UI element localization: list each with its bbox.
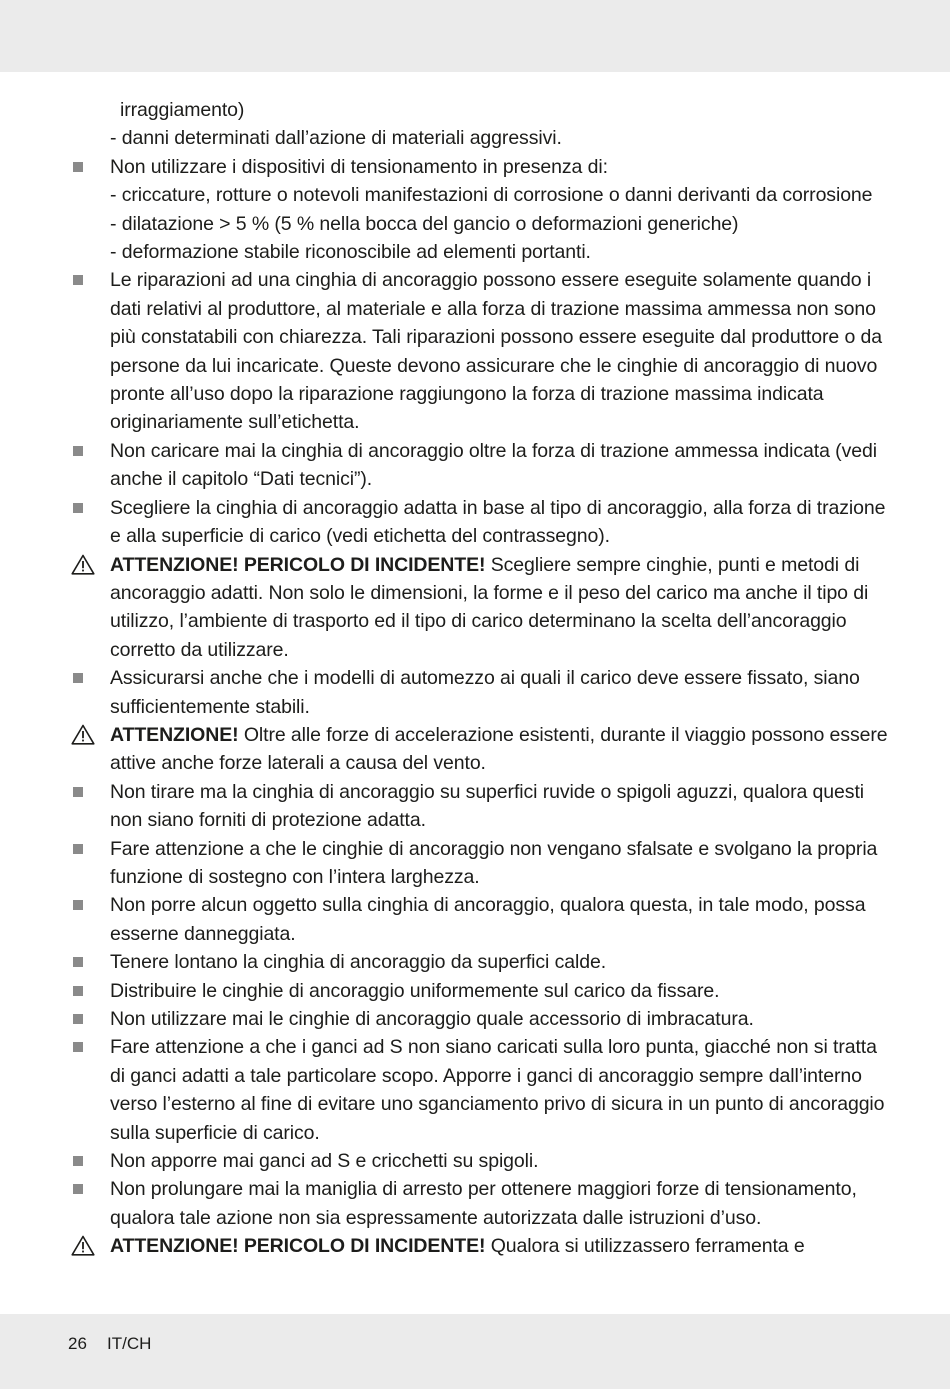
item-text: Non apporre mai ganci ad S e cricchetti su spigoli. xyxy=(110,1150,539,1173)
bullet-square-icon xyxy=(73,1042,83,1052)
item-text: Assicurarsi anche che i modelli di automezzo ai quali il carico deve essere fissato, siano sufficientemente stabili. xyxy=(110,667,860,718)
bullet-square-icon xyxy=(73,844,83,854)
item-text: Qualora si utilizzassero ferramenta e xyxy=(485,1235,805,1258)
bullet-square-icon xyxy=(73,957,83,967)
bullet-item xyxy=(0,1147,950,1175)
warning-item xyxy=(0,1232,950,1260)
bullet-square-icon xyxy=(73,900,83,910)
item-text: Non porre alcun oggetto sulla cinghia di ancoraggio, qualora questa, in tale modo, possa esserne danneggiata. xyxy=(110,894,866,945)
item-text: Distribuire le cinghie di ancoraggio uniformemente sul carico da fissare. xyxy=(110,979,720,1002)
bullet-item xyxy=(0,977,950,1005)
bullet-square-icon xyxy=(73,1014,83,1024)
bullet-item xyxy=(0,778,950,835)
item-text: Fare attenzione a che le cinghie di ancoraggio non vengano sfalsate e svolgano la propria funzione di sostegno con l’intera larghezza. xyxy=(110,837,878,888)
warning-label: ATTENZIONE! PERICOLO DI INCIDENTE! xyxy=(110,553,486,576)
bullet-square-icon xyxy=(73,1156,83,1166)
bullet-item xyxy=(0,437,950,494)
warning-item xyxy=(0,551,950,665)
item-text: Non utilizzare mai le cinghie di ancoraggio quale accessorio di imbracatura. xyxy=(110,1008,754,1030)
bullet-square-icon xyxy=(73,787,83,797)
bullet-square-icon xyxy=(73,275,83,285)
bullet-item xyxy=(0,1175,950,1232)
item-text: Scegliere sempre cinghie, punti e metodi di ancoraggio adatti. Non solo le dimensioni, la forme e il peso del carico ma anche il tipo di utilizzo, l’ambiente di trasporto ed il tipo di carico determinano la scelta dell’ancoraggio corretto da utilizzare. xyxy=(110,553,869,661)
bullet-item xyxy=(0,948,950,976)
bullet-square-icon xyxy=(73,1184,83,1194)
list-item xyxy=(0,210,950,238)
item-text: Oltre alle forze di accelerazione esistenti, durante il viaggio possono essere attive anche forze laterali a causa del vento. xyxy=(110,723,888,775)
document-page xyxy=(0,72,950,1314)
bullet-square-icon xyxy=(73,986,83,996)
bullet-item xyxy=(0,1033,950,1147)
item-text: - dilatazione > 5 % (5 % nella bocca del gancio o deformazioni generiche) xyxy=(110,212,739,235)
page-footer xyxy=(0,1314,950,1389)
item-text: Tenere lontano la cinghia di ancoraggio da superfici calde. xyxy=(110,951,607,974)
safety-instructions xyxy=(0,96,950,1261)
warning-label: ATTENZIONE! xyxy=(110,723,239,746)
item-text: Non utilizzare i dispositivi di tensionamento in presenza di: xyxy=(110,155,608,178)
warning-item xyxy=(0,721,950,778)
item-text: Non tirare ma la cinghia di ancoraggio su superfici ruvide o spigoli aguzzi, qualora questi non siano forniti di protezione adatta. xyxy=(110,780,864,832)
item-text: - criccature, rotture o notevoli manifestazioni di corrosione o danni derivanti da corrosione xyxy=(110,184,873,207)
item-text: Non caricare mai la cinghia di ancoraggio oltre la forza di trazione ammessa indicata (vedi anche il capitolo “Dati tecnici”). xyxy=(110,439,877,491)
top-margin xyxy=(0,0,950,72)
item-text: - deformazione stabile riconoscibile ad elementi portanti. xyxy=(110,241,591,264)
list-item xyxy=(0,238,950,266)
item-text: Non prolungare mai la maniglia di arresto per ottenere maggiori forze di tensionamento, qualora tale azione non sia espressamente autorizzata dalle istruzioni d’uso. xyxy=(110,1178,857,1229)
bullet-item xyxy=(0,266,950,436)
bullet-item xyxy=(0,835,950,892)
language-code: IT/CH xyxy=(107,1334,152,1353)
bullet-square-icon xyxy=(73,446,83,456)
warning-triangle-icon xyxy=(71,724,97,746)
warning-triangle-icon xyxy=(71,1235,97,1257)
item-text: Le riparazioni ad una cinghia di ancoraggio possono essere eseguite solamente quando i dati relativi al produttore, al materiale e alla forza di trazione massima ammessa non sono più constatabili con chiarezza. Tali riparazioni possono essere eseguite dal produttore o da persone da lui incaricate. Queste devono assicurare che le cinghie di ancoraggio di nuovo pronte all’uso dopo la riparazione raggiungono la forza di trazione massima indicata originariamente sull’etichetta. xyxy=(110,269,883,434)
item-text: irraggiamento) xyxy=(120,99,245,121)
item-text: Scegliere la cinghia di ancoraggio adatta in base al tipo di ancoraggio, alla forza di trazione e alla superficie di carico (vedi etichetta del contrassegno). xyxy=(110,496,886,548)
bullet-item xyxy=(0,891,950,948)
page-number: 26 xyxy=(68,1334,87,1353)
list-item xyxy=(0,124,950,152)
bullet-item xyxy=(0,494,950,551)
warning-triangle-icon xyxy=(71,554,97,576)
list-item xyxy=(0,96,950,124)
item-text: - danni determinati dall’azione di materiali aggressivi. xyxy=(110,127,562,150)
item-text: Fare attenzione a che i ganci ad S non siano caricati sulla loro punta, giacché non si tratta di ganci adatti a tale particolare scopo. Apporre i ganci di ancoraggio sempre dall’interno verso l’esterno al fine di evitare uno sganciamento privo di sicura in un punto di ancoraggio sulla superficie di carico. xyxy=(110,1036,885,1144)
bullet-square-icon xyxy=(73,503,83,513)
bullet-square-icon xyxy=(73,673,83,683)
bullet-item xyxy=(0,153,950,181)
bullet-square-icon xyxy=(73,162,83,172)
bullet-item xyxy=(0,1005,950,1033)
bullet-item xyxy=(0,664,950,721)
list-item xyxy=(0,181,950,209)
warning-label: ATTENZIONE! PERICOLO DI INCIDENTE! xyxy=(110,1235,486,1258)
